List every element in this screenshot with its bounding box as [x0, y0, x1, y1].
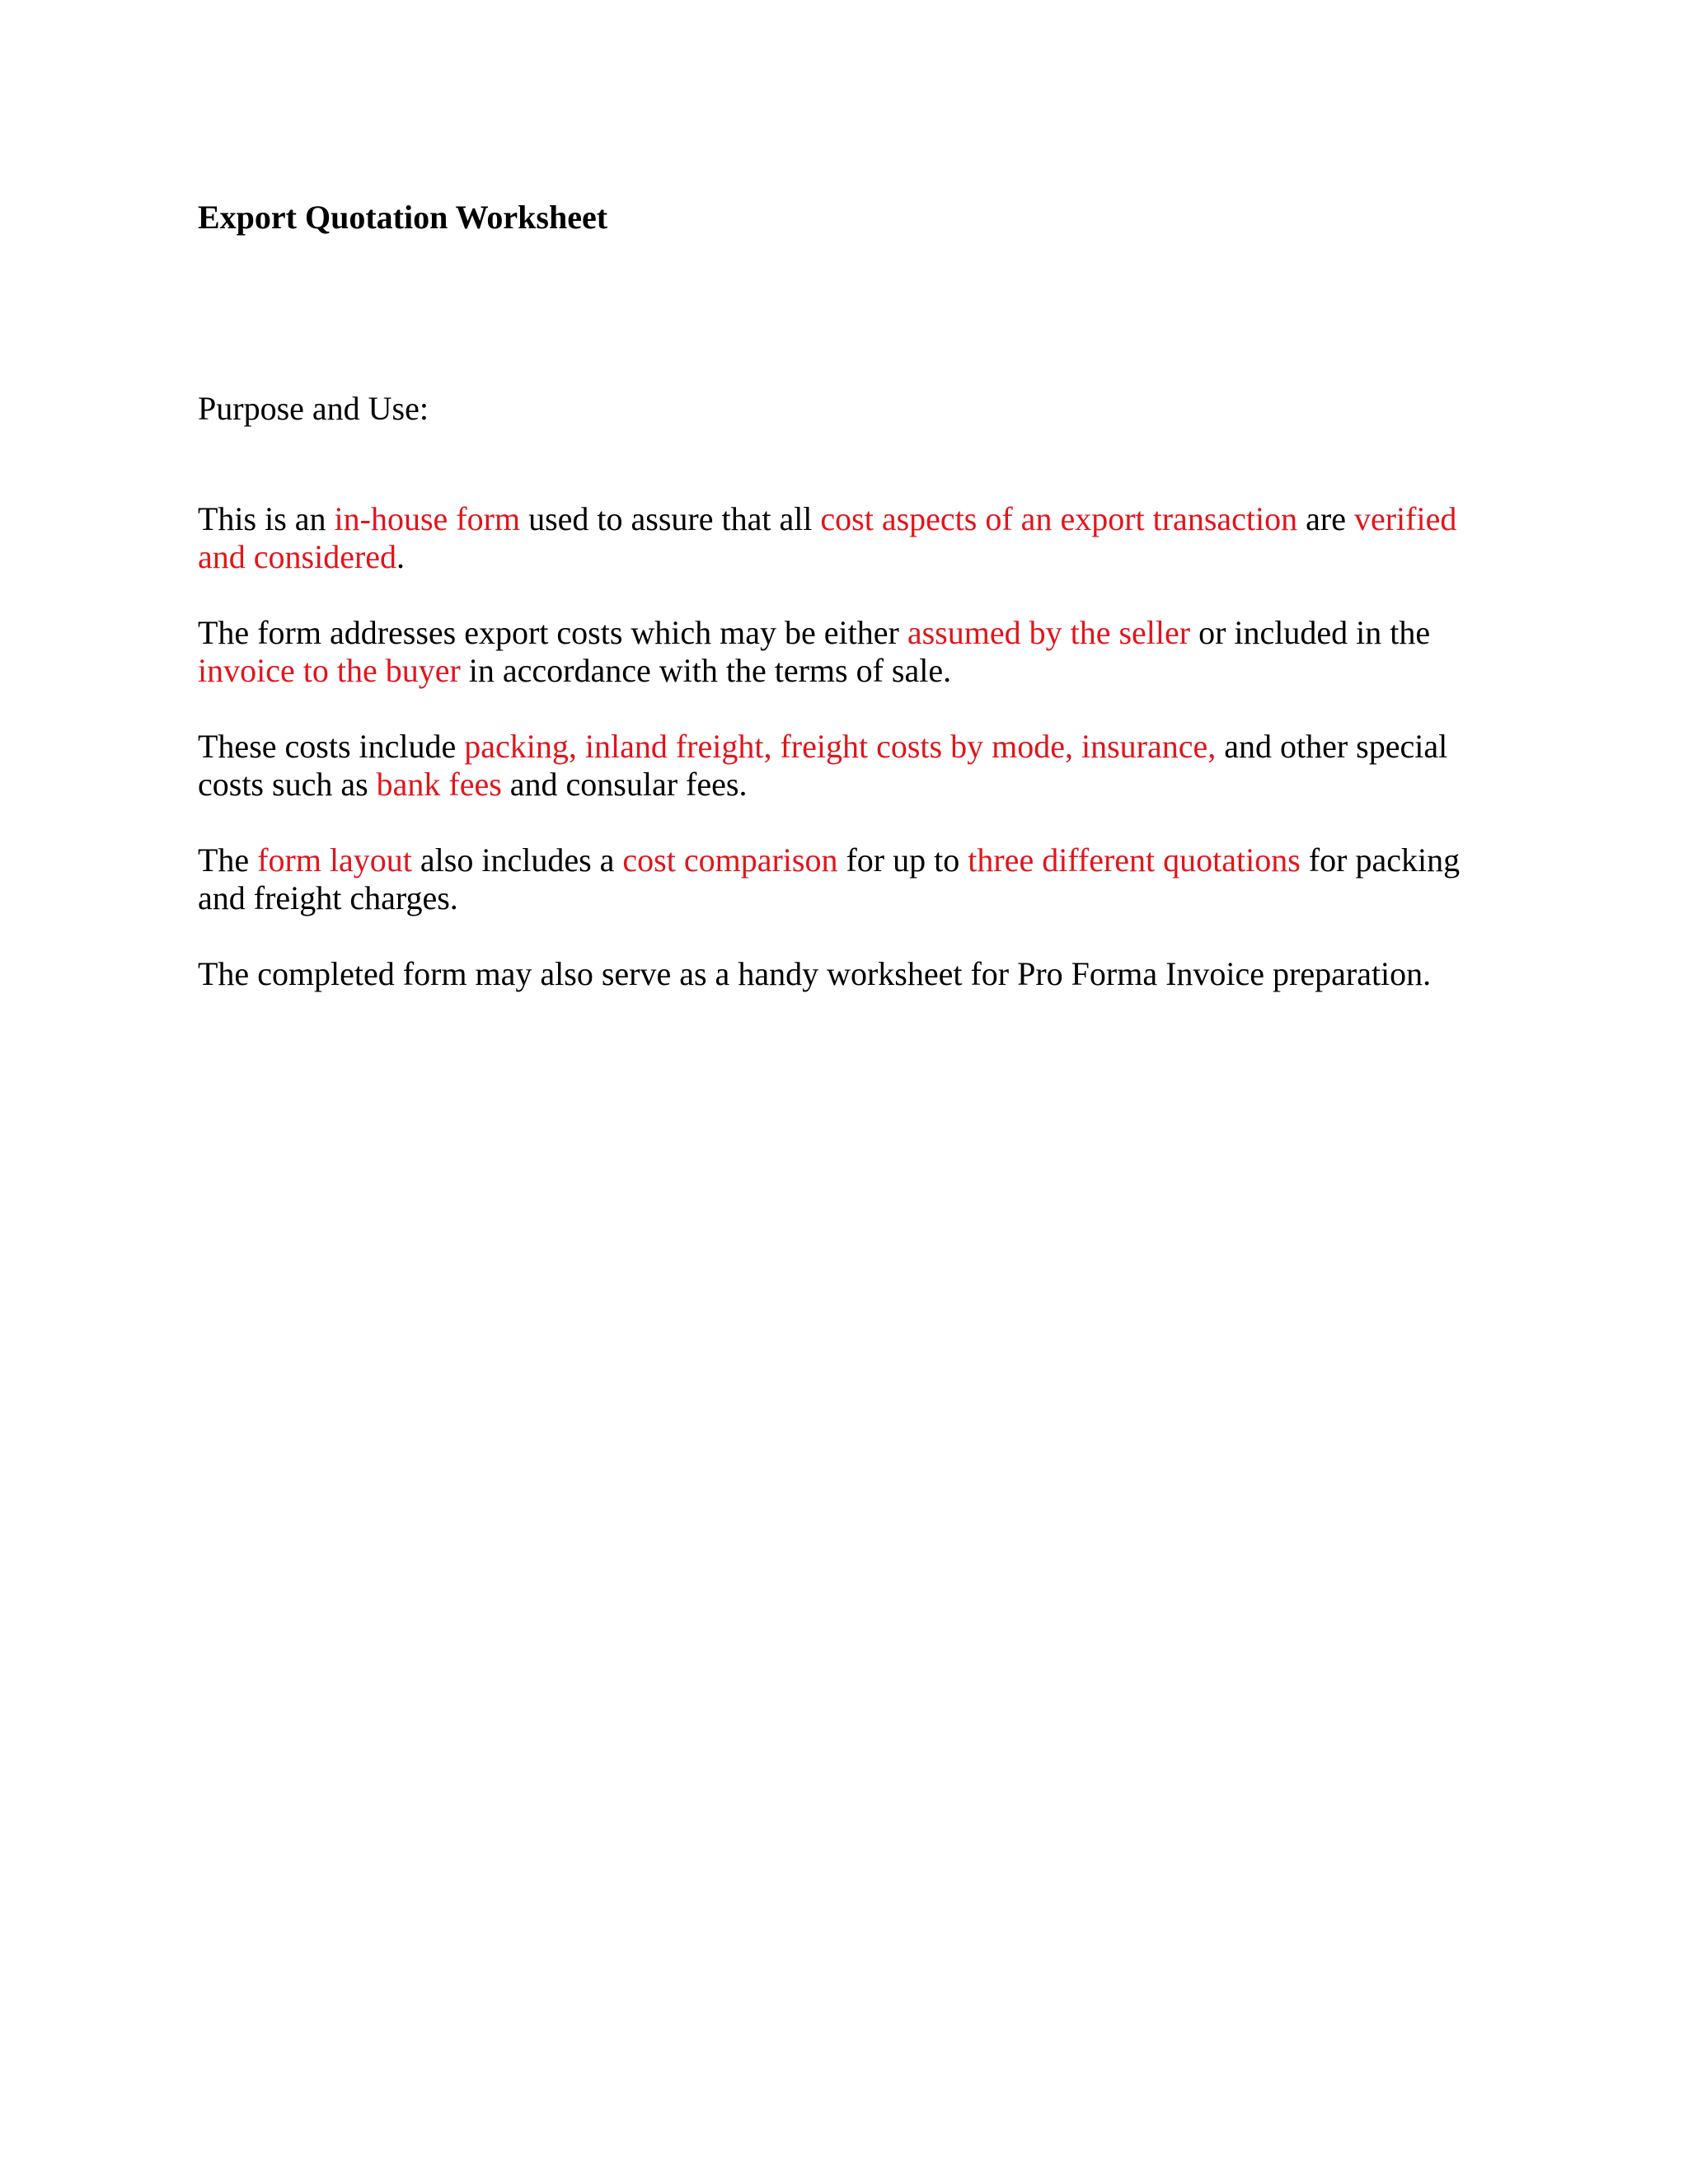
- section-heading: Purpose and Use:: [198, 390, 429, 427]
- paragraph-2: [198, 614, 1484, 690]
- text-segment: and consular fees.: [501, 766, 748, 803]
- text-segment: The: [198, 841, 258, 879]
- text-segment: and other special costs such as: [198, 728, 1448, 803]
- highlighted-phrase: three different quotations: [968, 841, 1301, 879]
- highlighted-phrase: assumed by the seller: [907, 614, 1191, 651]
- text-segment: also includes a: [411, 841, 623, 879]
- highlighted-phrase: invoice to the buyer: [198, 652, 461, 689]
- highlighted-phrase: cost aspects of an export transaction: [820, 500, 1298, 537]
- text-segment: The completed form may also serve as a handy worksheet for Pro Forma Invoice preparation.: [198, 955, 1432, 992]
- paragraph-1: [198, 500, 1484, 576]
- document-title: Export Quotation Worksheet: [198, 199, 608, 236]
- text-segment: This is an: [198, 500, 335, 537]
- paragraph-4: [198, 841, 1484, 917]
- text-segment: The form addresses export costs which may be either: [198, 614, 907, 651]
- text-segment: or included in the: [1190, 614, 1431, 651]
- highlighted-phrase: cost comparison: [622, 841, 838, 879]
- text-segment: used to assure that all: [520, 500, 821, 537]
- body-text: [198, 500, 1484, 1031]
- text-segment: for packing and freight charges.: [198, 841, 1461, 916]
- paragraph-3: [198, 728, 1484, 804]
- highlighted-phrase: verified and considered: [198, 500, 1457, 575]
- highlighted-phrase: bank fees: [376, 766, 502, 803]
- paragraph-5: [198, 955, 1484, 993]
- text-segment: These costs include: [198, 728, 465, 765]
- text-segment: are: [1297, 500, 1354, 537]
- highlighted-phrase: in-house form: [334, 500, 521, 537]
- highlighted-phrase: form layout: [257, 841, 412, 879]
- text-segment: .: [396, 538, 406, 575]
- text-segment: for up to: [837, 841, 968, 879]
- highlighted-phrase: packing, inland freight, freight costs by mode, insurance,: [464, 728, 1217, 765]
- text-segment: in accordance with the terms of sale.: [460, 652, 952, 689]
